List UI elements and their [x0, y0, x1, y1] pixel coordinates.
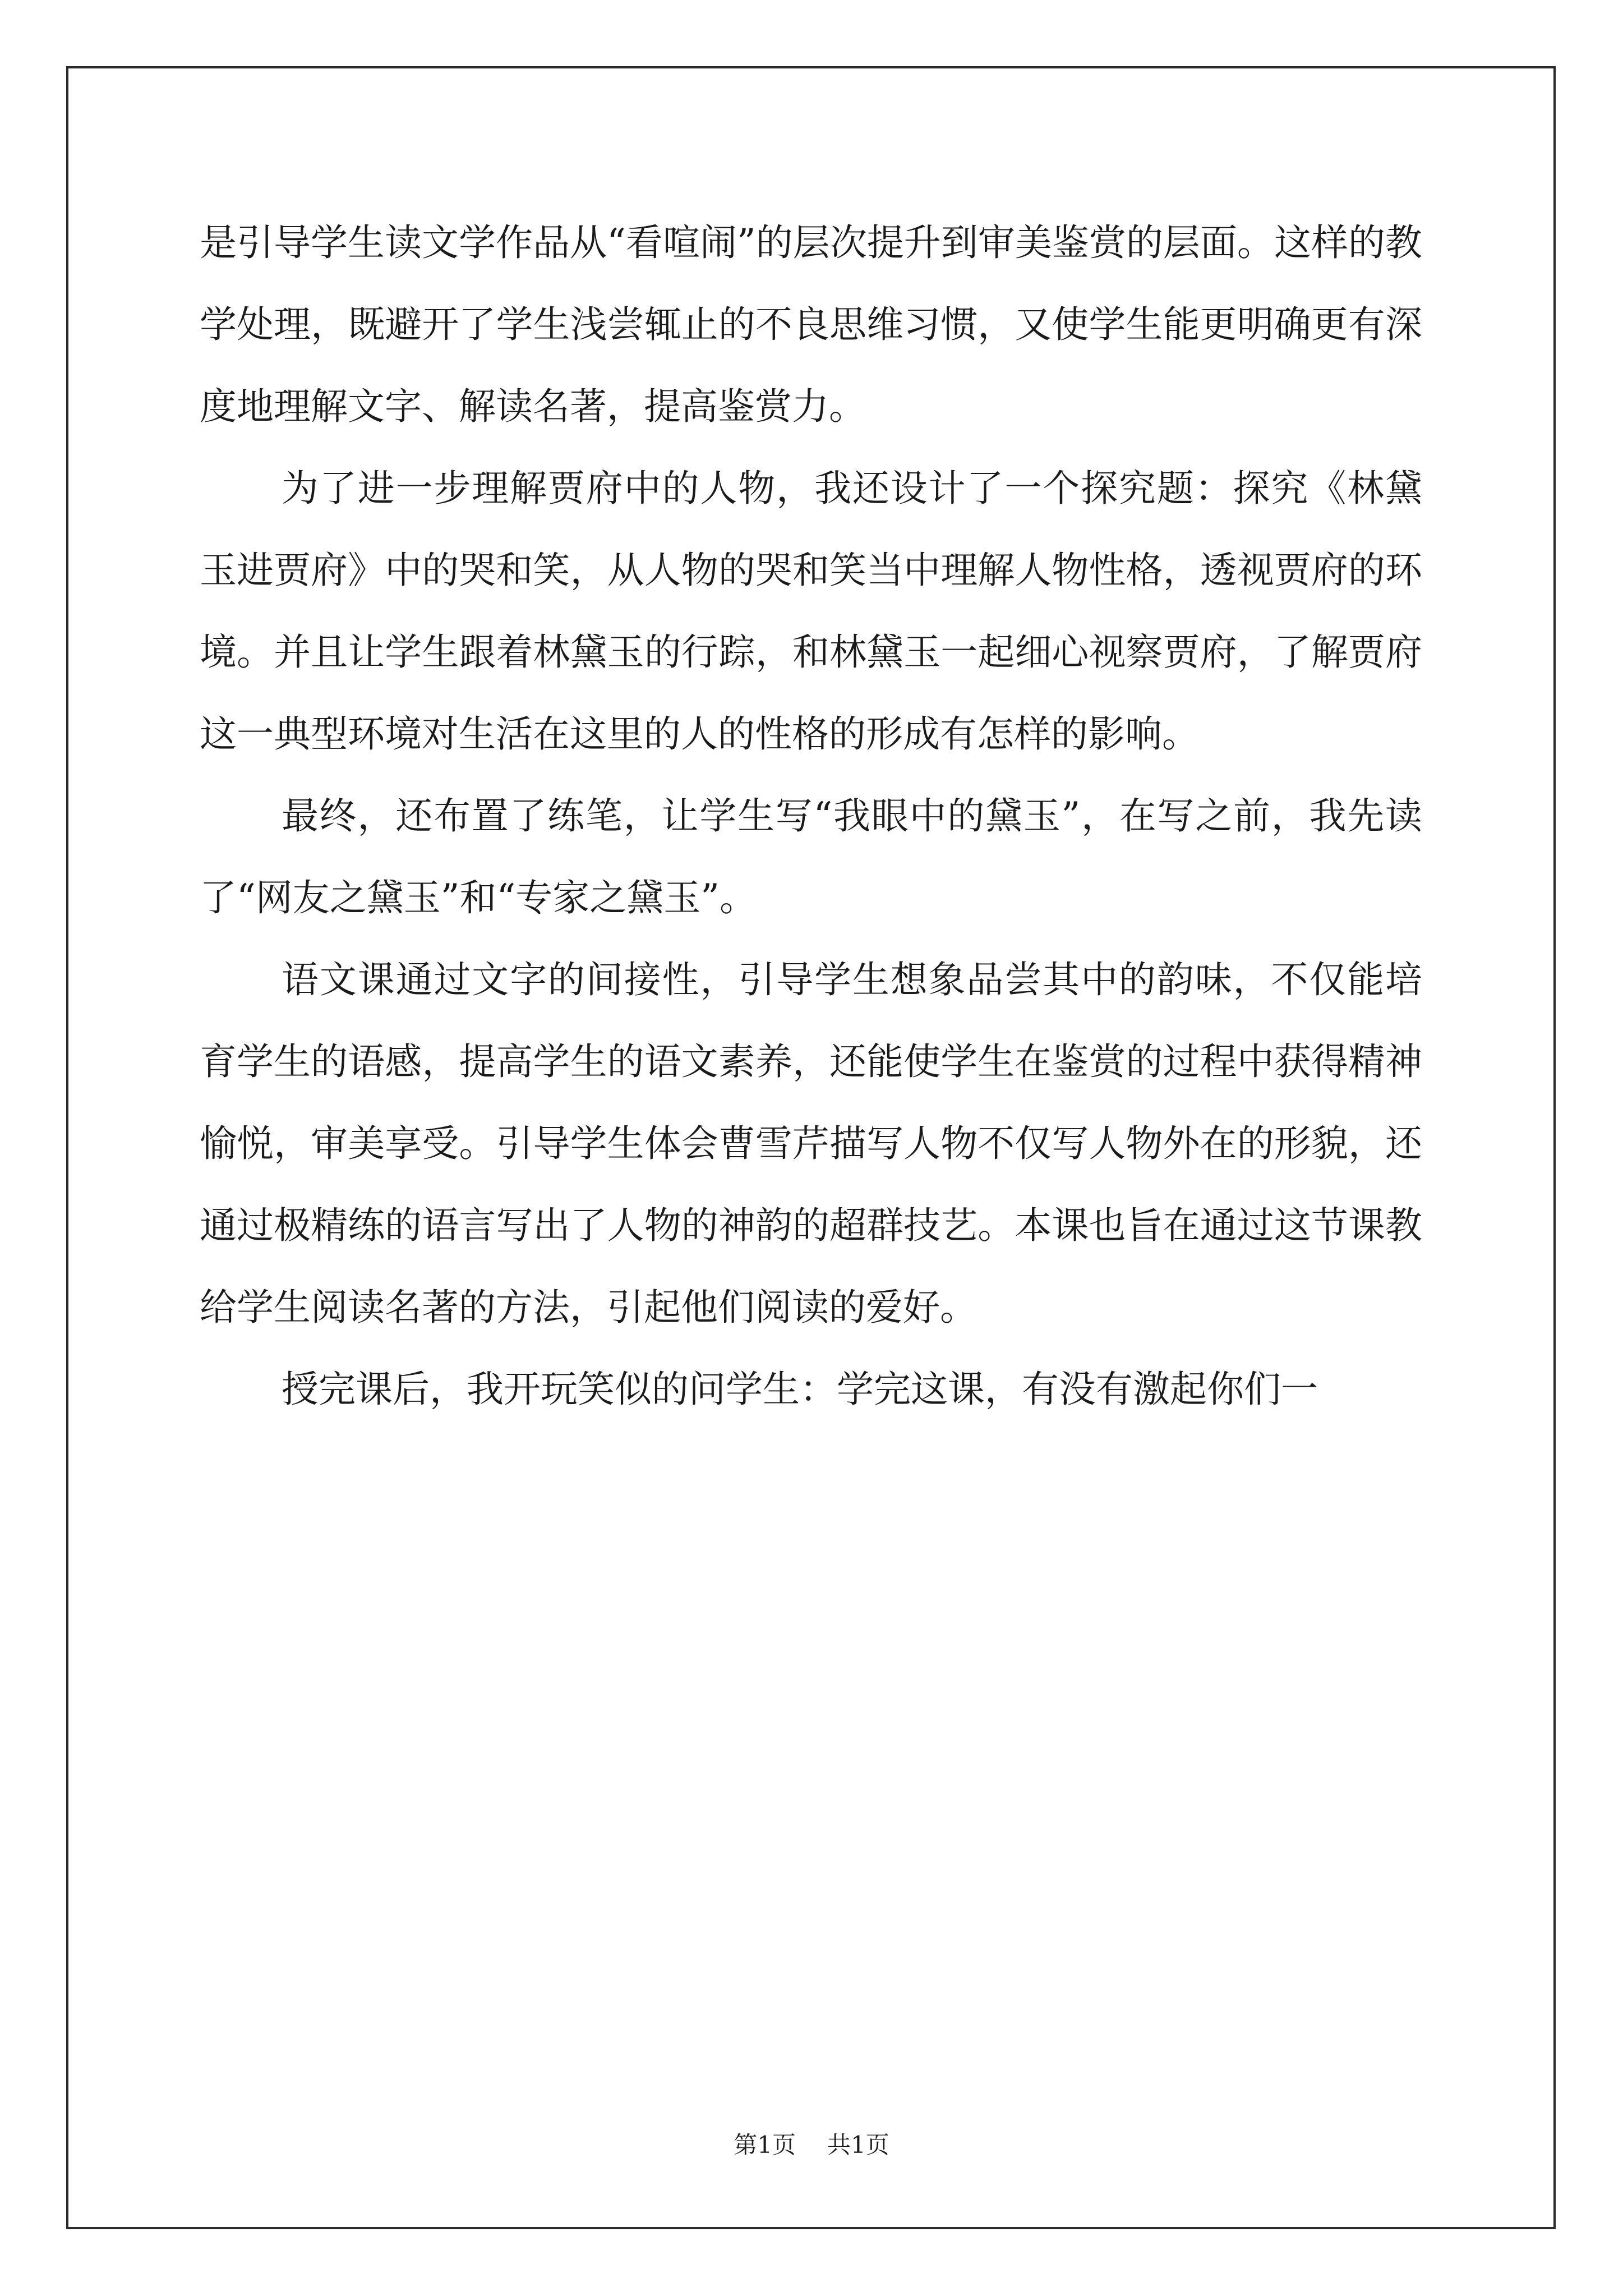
- paragraph-2: 为了进一步理解贾府中的人物，我还设计了一个探究题：探究《林黛玉进贾府》中的哭和笑，从人物的哭和笑当中理解人物性格，透视贾府的环境。并且让学生跟着林黛玉的行踪，和林黛玉一起细心视察贾府，了解贾府这一典型环境对生活在这里的人的性格的形成有怎样的影响。: [200, 467, 1422, 756]
- paragraph-3: 最终，还布置了练笔，让学生写“我眼中的黛玉”，在写之前，我先读了“网友之黛玉”和“专家之黛玉”。: [200, 794, 1422, 919]
- paragraph-1: 是引导学生读文学作品从“看喧闹”的层次提升到审美鉴赏的层面。这样的教学处理，既避开了学生浅尝辄止的不良思维习惯，又使学生能更明确更有深度地理解文字、解读名著，提高鉴赏力。: [200, 221, 1422, 428]
- page-footer: [0, 2128, 1623, 2162]
- paragraph-5: 授完课后，我开玩笑似的问学生：学完这课，有没有激起你们一: [282, 1368, 1318, 1411]
- paragraph-4: 语文课通过文字的间接性，引导学生想象品尝其中的韵味，不仅能培育学生的语感，提高学生的语文素养，还能使学生在鉴赏的过程中获得精神愉悦，审美享受。引导学生体会曹雪芹描写人物不仅写人物外在的形貌，还通过极精练的语言写出了人物的神韵的超群技艺。本课也旨在通过这节课教给学生阅读名著的方法，引起他们阅读的爱好。: [200, 958, 1422, 1329]
- document-body: [200, 202, 1422, 1430]
- page-number-total: 共1页: [827, 2131, 889, 2159]
- page-number-current: 第1页: [734, 2131, 796, 2159]
